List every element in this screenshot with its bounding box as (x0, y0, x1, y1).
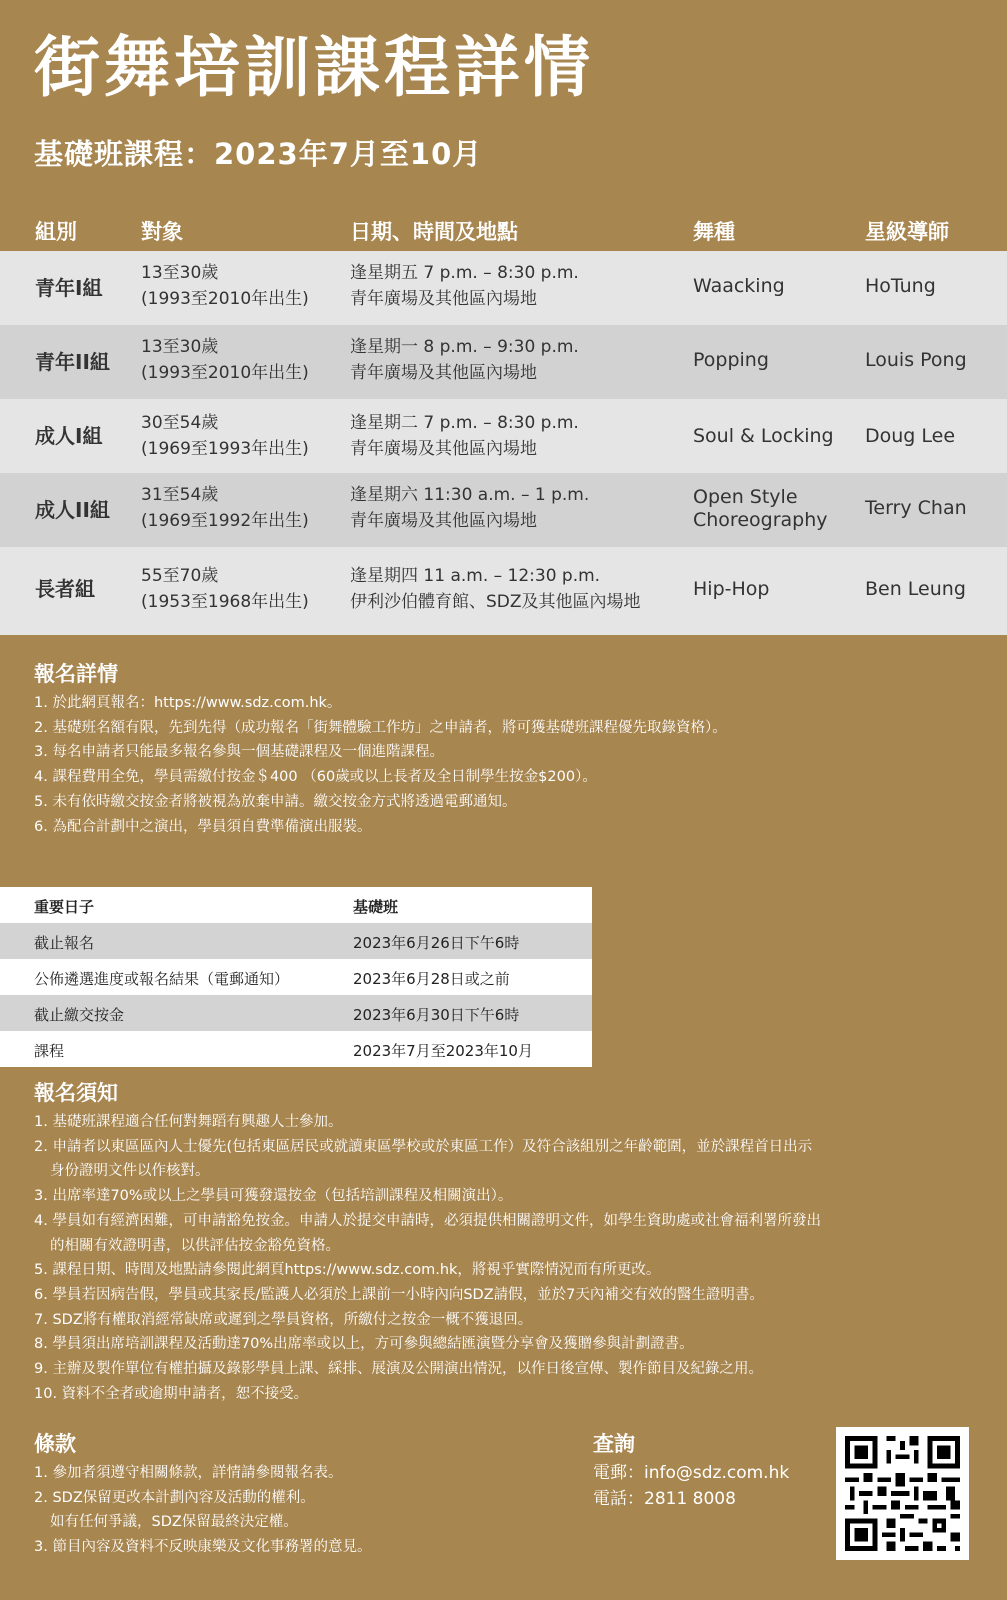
group-name: 青年I組 (35, 276, 103, 300)
dance-style: Waacking (693, 275, 785, 297)
dates-header-value: 基礎班 (353, 898, 399, 916)
terms-title: 條款 (34, 1432, 76, 1456)
date-venue: 逢星期一 8 p.m. – 9:30 p.m. 青年廣場及其他區內場地 (350, 337, 579, 383)
list-item: 1. 於此網頁報名：https://www.sdz.com.hk。 (34, 695, 342, 711)
group-name: 青年II組 (35, 350, 110, 374)
list-item: 3. 每名申請者只能最多報名參與一個基礎課程及一個進階課程。 (34, 744, 444, 761)
table-row (0, 959, 592, 995)
dates-header-key: 重要日子 (34, 898, 95, 916)
page-subtitle: 基礎班課程：2023年7月至10月 (34, 137, 483, 171)
group-name: 成人I組 (35, 424, 103, 448)
list-item: 1. 基礎班課程適合任何對舞蹈有興趣人士參加。 (34, 1114, 343, 1130)
table-row (0, 1031, 592, 1067)
table-row (0, 473, 1007, 547)
list-item: 9. 主辦及製作單位有權拍攝及錄影學員上課、綵排、展演及公開演出情況，以作日後宣傳、製作節目及紀錄之用。 (34, 1361, 763, 1378)
course-table (0, 251, 1007, 635)
enquiry-title: 查詢 (593, 1432, 635, 1456)
list-item: 8. 學員須出席培訓課程及活動達70%出席率或以上，方可參與總結匯演暨分享會及獲贈參與計劃證書。 (34, 1336, 694, 1353)
list-item: 1. 參加者須遵守相關條款，詳情請參閱報名表。 (34, 1465, 343, 1481)
list-item: 10. 資料不全者或逾期申請者，恕不接受。 (34, 1385, 309, 1402)
table-header-row (0, 887, 592, 923)
header-tutor: 星級導師 (865, 220, 949, 244)
date-label: 截止繳交按金 (34, 1006, 125, 1024)
group-name: 長者組 (35, 577, 95, 601)
target-age: 13至30歲 (1993至2010年出生) (141, 263, 309, 309)
notes-title: 報名須知 (34, 1081, 118, 1105)
tutor-name: Louis Pong (865, 349, 967, 371)
group-name: 成人II組 (35, 498, 110, 522)
contact-info (593, 1460, 789, 1512)
dance-style: Hip-Hop (693, 578, 770, 600)
table-row (0, 399, 1007, 473)
registration-list (34, 691, 727, 839)
tutor-name: Ben Leung (865, 578, 966, 600)
target-age: 55至70歲 (1953至1968年出生) (141, 566, 309, 612)
tutor-name: Terry Chan (865, 497, 967, 519)
header-date: 日期、時間及地點 (350, 220, 518, 244)
date-label: 課程 (34, 1042, 65, 1060)
date-venue: 逢星期四 11 a.m. – 12:30 p.m. 伊利沙伯體育館、SDZ及其他區內場地 (350, 566, 641, 612)
dance-style: Open Style Choreography (693, 486, 828, 531)
list-item: 7. SDZ將有權取消經常缺席或遲到之學員資格，所繳付之按金一概不獲退回。 (34, 1311, 533, 1328)
table-row (0, 547, 1007, 635)
list-item: 3. 出席率達70%或以上之學員可獲發還按金（包括培訓課程及相關演出）。 (34, 1188, 513, 1205)
list-item: 6. 學員若因病告假，學員或其家長/監護人必須於上課前一小時內向SDZ請假，並於7天內補交有效的醫生證明書。 (34, 1286, 764, 1303)
list-item: 6. 為配合計劃中之演出，學員須自費準備演出服裝。 (34, 818, 372, 835)
list-item: 3. 節目內容及資料不反映康樂及文化事務署的意見。 (34, 1539, 372, 1556)
date-value: 2023年6月30日下午6時 (353, 1006, 520, 1024)
table-row (0, 995, 592, 1031)
date-venue: 逢星期二 7 p.m. – 8:30 p.m. 青年廣場及其他區內場地 (350, 413, 579, 459)
dance-style: Soul & Locking (693, 425, 834, 447)
list-item: 5. 課程日期、時間及地點請參閱此網頁https://www.sdz.com.hk，將視乎實際情況而有所更改。 (34, 1262, 661, 1279)
tutor-name: HoTung (865, 275, 936, 297)
dance-style: Popping (693, 349, 769, 371)
registration-title: 報名詳情 (34, 662, 118, 686)
list-item: 2. SDZ保留更改本計劃內容及活動的權利。 如有任何爭議，SDZ保留最終決定權。 (34, 1489, 315, 1531)
list-item: 4. 課程費用全免，學員需繳付按金＄400 （60歲或以上長者及全日制學生按金$200）。 (34, 769, 597, 786)
header-group: 組別 (35, 220, 77, 244)
tutor-name: Doug Lee (865, 425, 956, 447)
date-value: 2023年7月至2023年10月 (353, 1042, 533, 1060)
date-venue: 逢星期六 11:30 a.m. – 1 p.m. 青年廣場及其他區內場地 (350, 485, 590, 531)
date-venue: 逢星期五 7 p.m. – 8:30 p.m. 青年廣場及其他區內場地 (350, 263, 579, 309)
list-item: 2. 基礎班名額有限，先到先得（成功報名「街舞體驗工作坊」之申請者，將可獲基礎班課程優先取錄資格）。 (34, 719, 727, 736)
date-label: 截止報名 (34, 934, 95, 952)
course-table-header (0, 212, 1007, 248)
list-item: 4. 學員如有經濟困難，可申請豁免按金。申請人於提交申請時，必須提供相關證明文件，如學生資助處或社會福利署所發出 的相關有效證明書，以供評估按金豁免資格。 (34, 1212, 821, 1254)
date-label: 公佈遴選進度或報名結果（電郵通知） (34, 970, 290, 988)
header-dance: 舞種 (693, 220, 735, 244)
date-value: 2023年6月28日或之前 (353, 970, 510, 988)
contact-phone: 電話：2811 8008 (593, 1489, 736, 1509)
list-item: 5. 未有依時繳交按金者將被視為放棄申請。繳交按金方式將透過電郵通知。 (34, 793, 517, 810)
table-row (0, 923, 592, 959)
header-target: 對象 (141, 220, 183, 244)
table-row (0, 325, 1007, 399)
notes-list (34, 1110, 821, 1406)
target-age: 30至54歲 (1969至1993年出生) (141, 413, 309, 459)
contact-email[interactable]: 電郵：info@sdz.com.hk (593, 1463, 790, 1483)
date-value: 2023年6月26日下午6時 (353, 934, 520, 952)
important-dates-table (0, 887, 592, 1067)
page-title: 街舞培訓課程詳情 (34, 29, 594, 106)
qr-code-icon (836, 1427, 969, 1560)
table-row (0, 251, 1007, 325)
list-item: 2. 申請者以東區區內人士優先(包括東區居民或就讀東區學校或於東區工作）及符合該組別之年齡範圍，並於課程首日出示 身份證明文件以作核對。 (34, 1138, 813, 1180)
terms-list (34, 1461, 371, 1560)
target-age: 31至54歲 (1969至1992年出生) (141, 485, 309, 531)
target-age: 13至30歲 (1993至2010年出生) (141, 337, 309, 383)
